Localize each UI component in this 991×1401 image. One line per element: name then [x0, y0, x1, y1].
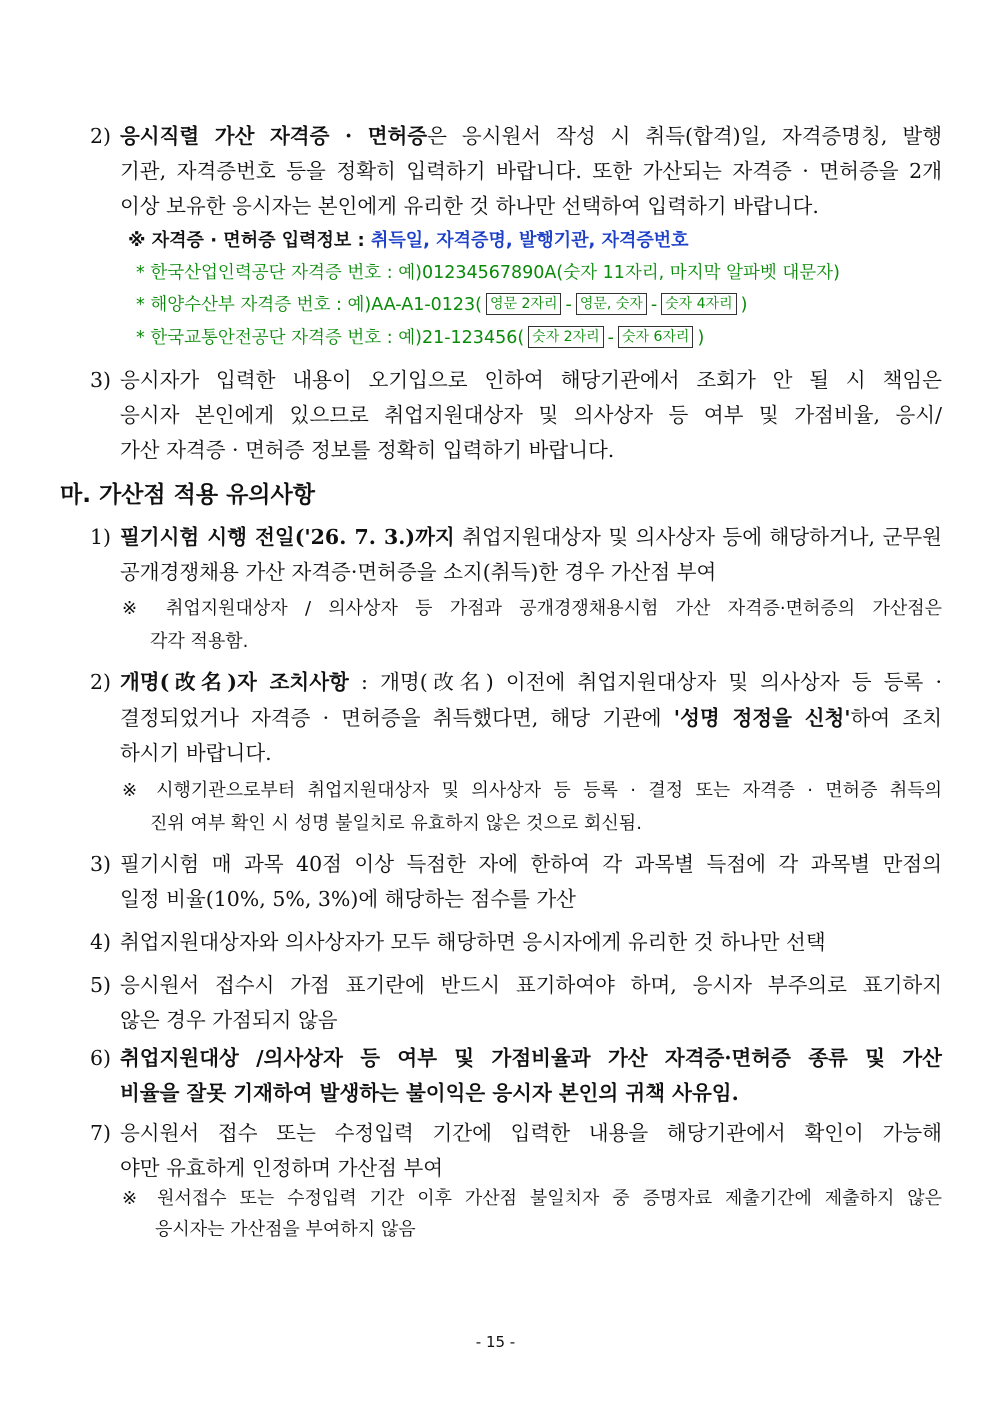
format-box: 영문, 숫자	[576, 293, 647, 315]
text-span: 취업지원대상자 및 의사상자 등에 해당하거나, 군무원	[454, 525, 942, 549]
note-line: 응시자는 가산점을 부여하지 않음	[155, 1219, 416, 1240]
format-box: 숫자 6자리	[618, 326, 693, 348]
section-heading: 마. 가산점 적용 유의사항	[60, 482, 315, 508]
paragraph-line	[120, 667, 942, 697]
item-number: 2)	[90, 670, 112, 694]
item-number: 3)	[90, 368, 112, 392]
paragraph-line: 취업지원대상 /의사상자 등 여부 및 가점비율과 가산 자격증·면허증 종류 및 가산	[120, 1046, 942, 1070]
paragraph-line: 기관, 자격증번호 등을 정확히 입력하기 바랍니다. 또한 가산되는 자격증 · 면허증을 2개	[120, 159, 942, 183]
paragraph-line: 취업지원대상자와 의사상자가 모두 해당하면 응시자에게 유리한 것 하나만 선택	[120, 930, 826, 954]
paragraph-line	[120, 522, 942, 552]
note-line: ※ 원서접수 또는 수정입력 기간 이후 가산점 불일치자 중 증명자료 제출기간에 제출하지 않은	[122, 1188, 942, 1209]
bold-phrase: '성명 정정을 신청'	[673, 706, 851, 730]
bold-phrase: 필기시험 시행 전일('26. 7. 3.)까지	[120, 525, 455, 549]
text-span: 은 응시원서 작성 시 취득(합격)일, 자격증명칭, 발행	[427, 124, 943, 148]
item-number: 5)	[90, 973, 112, 997]
text-span: -	[565, 295, 572, 315]
text-span: -	[650, 295, 658, 315]
item-number: 4)	[90, 930, 112, 954]
paragraph-line: 응시자가 입력한 내용이 오기입으로 인하여 해당기관에서 조회가 안 될 시 책임은	[120, 368, 942, 392]
item-number: 3)	[90, 852, 112, 876]
item-number: 1)	[90, 525, 112, 549]
note-line: ※ 시행기관으로부터 취업지원대상자 및 의사상자 등 등록 · 결정 또는 자격증 · 면허증 취득의	[122, 780, 942, 801]
paragraph-line: 필기시험 매 과목 40점 이상 득점한 자에 한하여 각 과목별 득점에 각 과목별 만점의	[120, 852, 942, 876]
format-box: 숫자 4자리	[661, 293, 736, 315]
cert-example-1: * 한국산업인력공단 자격증 번호 : 예)01234567890A(숫자 11자리, 마지막 알파벳 대문자)	[136, 263, 840, 283]
page-number: - 15 -	[475, 1333, 516, 1351]
note-line: 진위 여부 확인 시 성명 불일치로 유효하지 않은 것으로 회신됨.	[150, 813, 642, 834]
cert-info-label: ※ 자격증 · 면허증 입력정보 :	[128, 230, 372, 251]
paragraph-line: 공개경쟁채용 가산 자격증·면허증을 소지(취득)한 경우 가산점 부여	[120, 560, 717, 584]
note-line: ※ 취업지원대상자 / 의사상자 등 가점과 공개경쟁채용시험 가산 자격증·면허증의 가산점은	[122, 598, 942, 619]
text-span: : 개명(改名) 이전에 취업지원대상자 및 의사상자 등 등록 ·	[348, 670, 942, 694]
cert-info-line	[128, 226, 689, 256]
text-span: 하여 조치	[850, 706, 942, 730]
paragraph-line: 응시원서 접수시 가점 표기란에 반드시 표기하여야 하며, 응시자 부주의로 표기하지	[120, 973, 942, 997]
cert-info-value: 취득일, 자격증명, 발행기관, 자격증번호	[371, 230, 689, 251]
paragraph-line: 하시기 바랍니다.	[120, 741, 272, 765]
text-span: )	[697, 328, 705, 348]
paragraph-line: 않은 경우 가점되지 않음	[120, 1008, 338, 1032]
paragraph-line: 비율을 잘못 기재하여 발생하는 불이익은 응시자 본인의 귀책 사유임.	[120, 1081, 739, 1105]
cert-example-3	[136, 323, 704, 353]
bold-phrase: 개명(改名)자 조치사항	[120, 670, 349, 694]
text-span: * 해양수산부 자격증 번호 : 예)AA-A1-0123(	[136, 295, 483, 315]
paragraph-line: 응시원서 접수 또는 수정입력 기간에 입력한 내용을 해당기관에서 확인이 가능해	[120, 1121, 942, 1145]
paragraph-line: 야만 유효하게 인정하며 가산점 부여	[120, 1156, 444, 1180]
paragraph-line: 응시자 본인에게 있으므로 취업지원대상자 및 의사상자 등 여부 및 가점비율, 응시/	[120, 403, 942, 427]
format-box: 영문 2자리	[486, 293, 561, 315]
paragraph-line: 일정 비율(10%, 5%, 3%)에 해당하는 점수를 가산	[120, 887, 576, 911]
paragraph-line	[120, 121, 942, 151]
text-span: )	[740, 295, 748, 315]
cert-example-2	[136, 290, 747, 320]
paragraph-line: 가산 자격증 · 면허증 정보를 정확히 입력하기 바랍니다.	[120, 438, 615, 462]
note-line: 각각 적용함.	[150, 631, 249, 652]
bold-phrase: 응시직렬 가산 자격증 · 면허증	[120, 124, 428, 148]
format-box: 숫자 2자리	[528, 326, 603, 348]
item-number: 7)	[90, 1121, 112, 1145]
text-span: 결정되었거나 자격증 · 면허증을 취득했다면, 해당 기관에	[120, 706, 674, 730]
text-span: -	[607, 328, 614, 348]
text-span: * 한국교통안전공단 자격증 번호 : 예)21-123456(	[136, 328, 525, 348]
paragraph-line	[120, 703, 942, 733]
item-number: 2)	[90, 124, 112, 148]
item-number: 6)	[90, 1046, 112, 1070]
paragraph-line: 이상 보유한 응시자는 본인에게 유리한 것 하나만 선택하여 입력하기 바랍니다.	[120, 194, 819, 218]
